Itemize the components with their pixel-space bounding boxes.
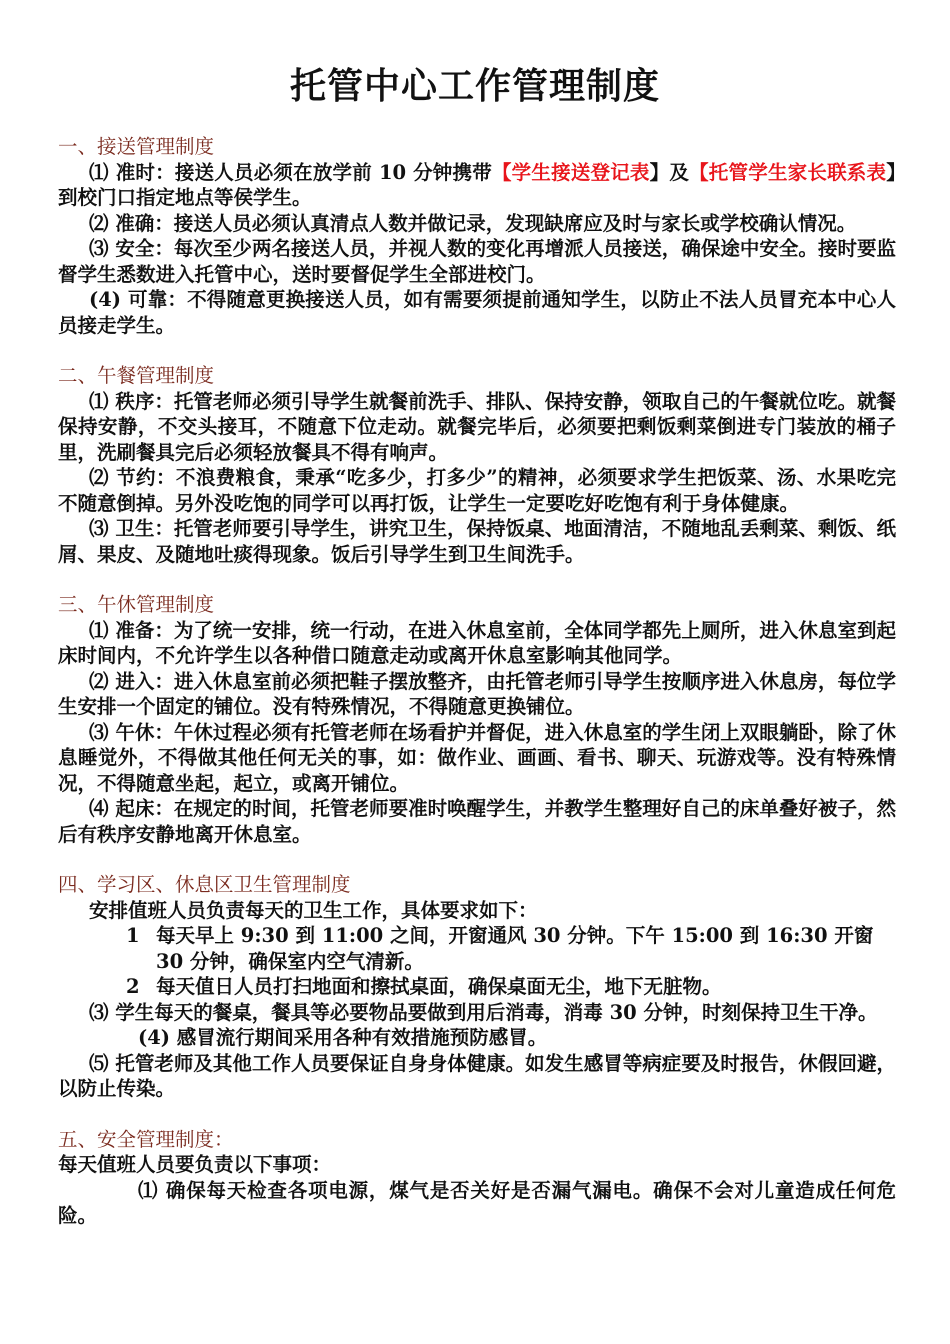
section-heading: 三、午休管理制度 (58, 593, 215, 616)
section-intro: 每天值班人员要负责以下事项： (58, 1153, 332, 1176)
paragraph-item: (4) 可靠：不得随意更换接送人员，如有需要须提前通知学生，以防止不法人员冒充本中心人员接走学生。 (58, 288, 896, 337)
item-text: 每天早上 9:30 到 11:00 之间，开窗通风 30 分钟。下午 15:00 到 16:30 开窗 30 分钟，确保室内空气清新。 (156, 924, 874, 973)
item-number: 1 (126, 924, 140, 947)
paragraph-item: ⑴ 秩序：托管老师必须引导学生就餐前洗手、排队、保持安静，领取自己的午餐就位吃。就餐保持安静，不交头接耳，不随意下位走动。就餐完毕后，必须要把剩饭剩菜倒进专门装放的桶子里，洗刷餐具完后必须轻放餐具不得有响声。 (58, 389, 896, 464)
paragraph-text: 】到校门口指定地点等侯学生。 (58, 160, 896, 209)
section-safety (58, 1127, 896, 1229)
section-hygiene (58, 872, 896, 1102)
paragraph-item: ⑶ 午休：午休过程必须有托管老师在场看护并督促，进入休息室的学生闭上双眼躺卧，除了休息睡觉外，不得做其他任何无关的事，如：做作业、画画、看书、聊天、玩游戏等。没有特殊情况，不得随意坐起，起立，或离开铺位。 (58, 720, 896, 795)
paragraph-item: ⑵ 进入：进入休息室前必须把鞋子摆放整齐，由托管老师引导学生按顺序进入休息房，每位学生安排一个固定的铺位。没有特殊情况，不得随意更换铺位。 (58, 669, 896, 718)
document-body (58, 134, 896, 1229)
highlight-form-name: 【托管学生家长联系表 (689, 160, 887, 184)
section-heading: 五、安全管理制度： (58, 1127, 234, 1151)
paragraph-item: ⑶ 学生每天的餐桌，餐具等必要物品要做到用后消毒，消毒 30 分钟，时刻保持卫生干净。 (89, 1000, 878, 1024)
paragraph-item: ⑴ 准备：为了统一安排，统一行动，在进入休息室前，全体同学都先上厕所，进入休息室到起床时间内，不允许学生以各种借口随意走动或离开休息室影响其他同学。 (58, 618, 896, 667)
paragraph-text: 】及 (649, 160, 690, 184)
paragraph-item: ⑵ 准确：接送人员必须认真清点人数并做记录，发现缺席应及时与家长或学校确认情况。 (89, 211, 857, 235)
paragraph-text: ⑴ 准时：接送人员必须在放学前 10 分钟携带 (89, 160, 492, 184)
paragraph-item: ⑶ 卫生：托管老师要引导学生，讲究卫生，保持饭桌、地面清洁，不随地乱丢剩菜、剩饭、纸屑、果皮、及随地吐痰得现象。饭后引导学生到卫生间洗手。 (58, 517, 896, 566)
section-heading: 四、学习区、休息区卫生管理制度 (58, 873, 351, 896)
section-heading: 二、午餐管理制度 (58, 364, 215, 387)
numbered-item (58, 974, 896, 1000)
paragraph-item: (4) 感冒流行期间采用各种有效措施预防感冒。 (138, 1026, 548, 1049)
numbered-item (58, 923, 896, 974)
section-nap (58, 592, 896, 847)
section-intro: 安排值班人员负责每天的卫生工作，具体要求如下： (89, 898, 538, 922)
section-lunch (58, 363, 896, 567)
paragraph-item: ⑵ 节约：不浪费粮食，秉承“吃多少，打多少”的精神，必须要求学生把饭菜、汤、水果吃完不随意倒掉。另外没吃饱的同学可以再打饭，让学生一定要吃好吃饱有利于身体健康。 (58, 466, 896, 515)
page-title: 托管中心工作管理制度 (289, 65, 660, 107)
item-text: 每天值日人员打扫地面和擦拭桌面，确保桌面无尘，地下无脏物。 (156, 975, 722, 998)
paragraph-item: ⑸ 托管老师及其他工作人员要保证自身身体健康。如发生感冒等病症要及时报告，休假回避，以防止传染。 (58, 1051, 896, 1100)
section-heading: 一、接送管理制度 (58, 135, 215, 158)
paragraph-item: ⑶ 安全：每次至少两名接送人员，并视人数的变化再增派人员接送，确保途中安全。接时要监督学生悉数进入托管中心，送时要督促学生全部进校门。 (58, 237, 896, 286)
paragraph-item: ⑷ 起床：在规定的时间，托管老师要准时唤醒学生，并教学生整理好自己的床单叠好被子，然后有秩序安静地离开休息室。 (58, 797, 896, 846)
highlight-form-name: 【学生接送登记表 (491, 160, 650, 184)
paragraph-item (58, 160, 896, 211)
section-pickup (58, 134, 896, 338)
paragraph-item: ⑴ 确保每天检查各项电源，煤气是否关好是否漏气漏电。确保不会对儿童造成任何危险。 (58, 1178, 896, 1227)
item-number: 2 (126, 975, 140, 998)
